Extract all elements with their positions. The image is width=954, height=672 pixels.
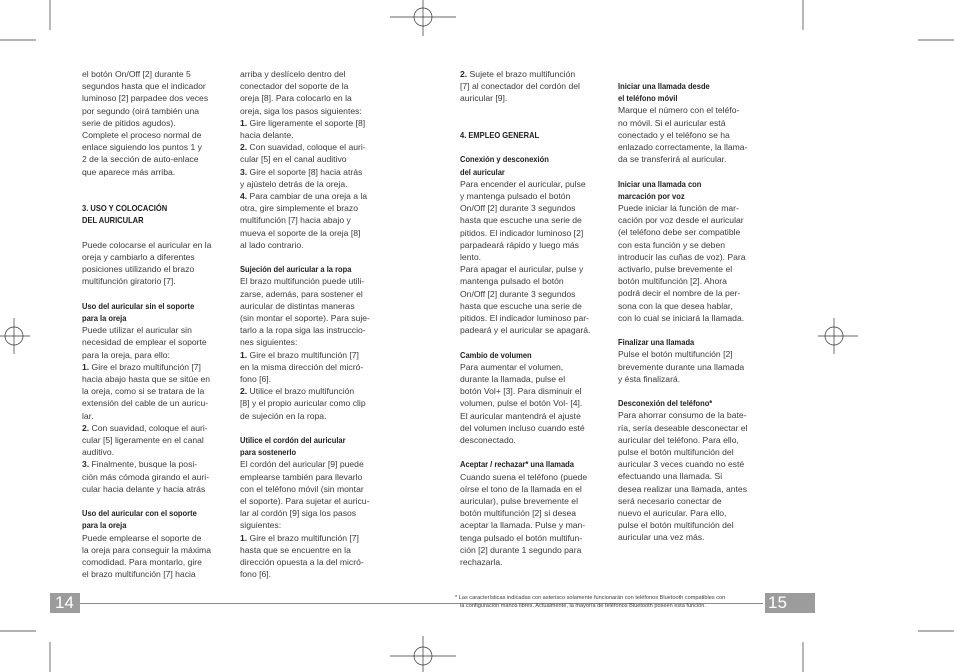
step-line: 1. Gire el brazo multifunción [7]: [240, 349, 359, 360]
sub-voice-title-line2: marcación por voz: [618, 190, 685, 201]
text-line: On/Off [2] durante 3 segundos: [460, 203, 576, 214]
step-number: 3.: [240, 166, 248, 177]
text-line: necesidad de emplear el soporte: [82, 337, 207, 348]
text-line: Para ahorrar consumo de la bate-: [618, 410, 747, 421]
text-line: botón multifunción [2] si desea: [460, 508, 577, 519]
sub-no-support-steps: [82, 361, 232, 495]
step-line: 2. Con suavidad, coloque el auri-: [82, 422, 208, 433]
text-line: oreja, siga los pasos siguientes:: [240, 105, 362, 116]
section-3-title: 3. USO Y COLOCACIÓN: [82, 203, 168, 214]
column-4: [618, 80, 768, 544]
sub-mobile-title: Iniciar una llamada desde: [618, 81, 710, 91]
sub-clip-steps: [240, 349, 390, 422]
step-line: 3. Finalmente, busque la posi-: [82, 459, 198, 470]
text-line: para la oreja, para ello:: [82, 349, 170, 360]
column-3: [460, 68, 610, 568]
text-line: durante la llamada, pulse el: [460, 374, 566, 385]
section-3-title-line2: DEL AURICULAR: [82, 215, 144, 226]
step-number: 1.: [240, 349, 248, 360]
text-line: el brazo multifunción [7] hacia: [82, 569, 196, 580]
text-line: desea realizar una llamada, antes: [618, 483, 747, 494]
step-line: al lado contrario.: [240, 239, 304, 250]
step-line: en la misma dirección del micró-: [240, 361, 364, 372]
sub-voice-title: Iniciar una llamada con: [618, 178, 702, 189]
step-line: otra, gire simplemente el brazo: [240, 203, 358, 214]
sub-clip-title: Sujeción del auricular a la ropa: [240, 264, 352, 275]
text-line: y ésta finalizará.: [618, 373, 681, 384]
step-line: lar.: [82, 410, 94, 421]
text-line: desconectado.: [460, 435, 516, 446]
footnote-line-2: la configuración manos libres. Actualmente, la mayoría de teléfonos Bluetooth poseen esta función.: [460, 603, 706, 609]
col2-steps: [240, 117, 390, 251]
step-number: 2.: [240, 142, 248, 153]
text-line: Pulse el botón multifunción [2]: [618, 349, 733, 360]
sub-mobile-title-line2: el teléfono móvil: [618, 93, 678, 104]
footnote-line-1: * Las características indicadas con asterisco solamente funcionarán con teléfonos Bluetooth compatibles con: [455, 595, 726, 601]
text-line: conectador del soporte de la: [240, 81, 349, 92]
step-line: dirección opuesta a la del micró-: [240, 557, 364, 568]
text-line: Para aumentar el volumen,: [460, 361, 564, 372]
sub-accept-body: [460, 471, 610, 569]
text-line: Puede colocarse el auricular en la: [82, 239, 212, 250]
step-number: 1.: [82, 361, 90, 372]
sub-voice-body: [618, 202, 768, 324]
sub-accept-title: Aceptar / rechazar* una llamada: [460, 459, 574, 470]
sub-volume-body: [460, 361, 610, 446]
text-line: arriba y deslícelo dentro del: [240, 69, 346, 79]
text-line: efectuando una llamada. Si: [618, 471, 723, 482]
step-line: [8] y el propio auricular como clip: [240, 398, 366, 409]
step-line: fono [6].: [240, 569, 272, 580]
step-line: auditivo.: [82, 447, 115, 458]
step-line: 3. Gire el soporte [8] hacia atrás: [240, 166, 363, 177]
sub-clip-body: [240, 275, 390, 348]
text-line: el soporte). Para sujetar el auricu-: [240, 496, 370, 507]
sub-cord-title-line2: para sostenerlo: [240, 447, 297, 458]
text-line: Puede emplearse el soporte de: [82, 532, 202, 543]
text-line: botón multifunción [2]. Ahora: [618, 276, 727, 287]
text-line: ría, sería deseable desconectar el: [618, 422, 748, 433]
text-line: con lo cual se iniciará la llamada.: [618, 312, 745, 323]
text-line: padeará y el auricular se apagará.: [460, 325, 591, 336]
step-line: 1. Gire ligeramente el soporte [8]: [240, 117, 366, 128]
text-line: nes siguientes:: [240, 337, 298, 348]
step-line: 1. Gire el brazo multifunción [7]: [240, 532, 359, 543]
text-line: cación por voz desde el auricular: [618, 215, 744, 226]
text-line: Puede utilizar el auricular sin: [82, 325, 192, 336]
text-line: auricular 3 veces cuando no esté: [618, 459, 745, 470]
sub-no-support-title: Uso del auricular sin el soporte: [82, 300, 195, 311]
text-line: (el teléfono debe ser compatible: [618, 227, 741, 238]
text-line: Puede iniciar la función de mar-: [618, 203, 739, 214]
text-line: da se transferirá al auricular.: [618, 154, 727, 165]
text-line: El brazo multifunción puede utili-: [240, 276, 365, 287]
text-line: enlazado correctamente, la llama-: [618, 142, 748, 153]
text-line: con el teléfono móvil (sin montar: [240, 483, 364, 494]
text-line: parpadeará rápido y luego más: [460, 239, 579, 250]
step-number: 4.: [240, 191, 248, 202]
step-line: cular hacia delante y hacia atrás: [82, 483, 206, 494]
text-line: conectado y el teléfono se ha: [618, 129, 730, 140]
text-line: oreja [8]. Para colocarlo en la: [240, 93, 352, 104]
step-line: 2. Con suavidad, coloque el auri-: [240, 142, 366, 153]
text-line: El auricular mantendrá el ajuste: [460, 410, 581, 421]
text-line: hasta que escuche una serie de: [460, 300, 582, 311]
text-line: por segundo (oirá también una: [82, 105, 200, 116]
text-line: mantenga pulsado el botón: [460, 276, 564, 287]
step-line: hasta que se encuentre en la: [240, 544, 351, 555]
column-1: [82, 68, 232, 580]
step-line: y ajústelo detrás de la oreja.: [240, 178, 348, 189]
sub-volume-title: Cambio de volumen: [460, 349, 532, 360]
text-line: y mantenga pulsado el botón: [460, 190, 571, 201]
sub-end-title: Finalizar una llamada: [618, 337, 695, 348]
text-line: no móvil. Si el auricular está: [618, 117, 726, 128]
text-line: emplearse también para llevarlo: [240, 471, 363, 482]
step-line: 2. Utilice el brazo multifunción: [240, 386, 355, 397]
section-4-title: 4. EMPLEO GENERAL: [460, 129, 540, 140]
step-line: auricular [9].: [460, 93, 508, 104]
page-number-right: 15: [768, 593, 787, 612]
text-line: (sin montar el soporte). Para suje-: [240, 313, 370, 324]
text-line: 2 de la sección de auto-enlace: [82, 154, 199, 165]
text-line: lento.: [460, 252, 482, 262]
step-line: 2. Sujete el brazo multifunción: [460, 69, 576, 79]
text-line: siguientes:: [240, 520, 282, 531]
step-line: fono [6].: [240, 374, 272, 385]
sub-with-support-title: Uso del auricular con el soporte: [82, 508, 197, 519]
text-line: auricular de distintas maneras: [240, 300, 355, 311]
step-line: 1. Gire el brazo multifunción [7]: [82, 361, 201, 372]
text-line: el botón On/Off [2] durante 5: [82, 69, 191, 79]
step-number: 2.: [82, 422, 90, 433]
text-line: será necesario conectar de: [618, 495, 722, 506]
sub-onoff-title-line2: del auricular: [460, 166, 505, 177]
step-line: cular [5] ligeramente en el canal: [82, 435, 204, 446]
text-line: comodidad. Para montarlo, gire: [82, 557, 202, 568]
text-line: volumen, pulse el botón Vol- [4].: [460, 398, 583, 409]
text-line: auricular del teléfono. Para ello,: [618, 434, 739, 445]
text-line: auricular una vez más.: [618, 532, 705, 543]
page-number-left: 14: [55, 593, 74, 612]
sub-disconnect-body: [618, 409, 768, 543]
footnote: [455, 594, 755, 610]
text-line: del volumen incluso cuando esté: [460, 422, 585, 433]
sub-end-body: [618, 348, 768, 385]
text-line: pulse el botón multifunción del: [618, 447, 734, 458]
text-line: Para encender el auricular, pulse: [460, 178, 586, 189]
text-line: On/Off [2] durante 3 segundos: [460, 288, 576, 299]
step-line: multifunción [7] hacia abajo y: [240, 215, 351, 226]
text-line: sona con la que desea hablar,: [618, 300, 733, 311]
text-line: brevemente durante una llamada: [618, 361, 745, 372]
text-line: Cuando suena el teléfono (puede: [460, 471, 588, 482]
text-line: luminoso [2] parpadee dos veces: [82, 93, 209, 104]
sub-with-support-title-line2: para la oreja: [82, 520, 127, 531]
text-line: tarlo a la ropa siga las instruccio-: [240, 325, 366, 336]
sub-with-support-body: [82, 532, 232, 581]
step-number: 2.: [460, 69, 468, 79]
text-line: Para apagar el auricular, pulse y: [460, 264, 584, 275]
text-line: multifunción giratorio [7].: [82, 276, 176, 287]
sub-onoff-title: Conexión y desconexión: [460, 154, 549, 165]
step-line: ción más cómoda girando el auri-: [82, 471, 210, 482]
step-number: 1.: [240, 117, 248, 128]
text-line: nuevo el auricular. Para ello,: [618, 508, 727, 519]
col3-intro-step: [460, 68, 610, 105]
text-line: tenga pulsado el botón multifun-: [460, 532, 583, 543]
col1-intro: [82, 68, 232, 178]
sub-cord-steps: [240, 532, 390, 581]
text-line: con esta función y se deben: [618, 239, 726, 250]
text-line: auricular), pulse brevemente el: [460, 496, 578, 507]
step-line: de sujeción en la ropa.: [240, 410, 327, 421]
text-line: aceptar la llamada. Pulse y man-: [460, 520, 586, 531]
text-line: hasta que escuche una serie de: [460, 215, 582, 226]
text-line: serie de pitidos agudos).: [82, 117, 176, 128]
text-line: oreja y cambiarlo a diferentes: [82, 252, 195, 262]
step-line: [7] al conectador del cordón del: [460, 81, 580, 92]
sub-cord-body: [240, 458, 390, 531]
sub-mobile-body: [618, 104, 768, 165]
step-number: 3.: [82, 459, 90, 470]
text-line: oírse el tono de la llamada en el: [460, 483, 582, 494]
text-line: zarse, además, para sostener el: [240, 288, 363, 299]
column-2: [240, 68, 390, 581]
text-line: que aparece más arriba.: [82, 166, 176, 177]
step-line: hacia abajo hasta que se sitúe en: [82, 374, 211, 385]
text-line: podrá decir el nombre de la per-: [618, 288, 741, 299]
step-number: 1.: [240, 532, 248, 543]
step-line: mueva el soporte de la oreja [8]: [240, 227, 361, 238]
step-line: 4. Para cambiar de una oreja a la: [240, 191, 368, 202]
text-line: Marque el número con el teléfo-: [618, 105, 740, 116]
text-line: botón Vol+ [3]. Para disminuir el: [460, 386, 582, 397]
step-line: la oreja, como si se tratara de la: [82, 386, 205, 397]
text-line: Complete el proceso normal de: [82, 130, 202, 141]
step-line: hacia delante.: [240, 130, 294, 141]
text-line: pulse el botón multifunción del: [618, 520, 734, 531]
text-line: segundos hasta que el indicador: [82, 81, 206, 92]
text-line: lar al cordón [9] siga los pasos: [240, 508, 357, 519]
section-3-body: [82, 239, 232, 288]
text-line: pitidos. El indicador luminoso par-: [460, 313, 589, 324]
step-line: cular [5] en el canal auditivo: [240, 154, 347, 165]
sub-no-support-title-line2: para la oreja: [82, 313, 127, 323]
text-line: posiciones utilizando el brazo: [82, 264, 195, 275]
text-line: introducir las cuñas de voz). Para: [618, 251, 746, 262]
text-line: enlace siguiendo los puntos 1 y: [82, 142, 202, 153]
text-line: activarlo, pulse brevemente el: [618, 264, 733, 275]
text-line: ción [2] durante 1 segundo para: [460, 544, 582, 555]
sub-onoff-body: [460, 178, 610, 337]
text-line: rechazarla.: [460, 557, 503, 568]
text-line: El cordón del auricular [9] puede: [240, 459, 364, 470]
sub-disconnect-title: Desconexión del teléfono*: [618, 398, 713, 409]
sub-no-support-body: [82, 324, 232, 361]
text-line: la oreja para conseguir la máxima: [82, 544, 211, 555]
step-number: 2.: [240, 386, 248, 397]
col2-intro: [240, 68, 390, 117]
step-line: extensión del cable de un auricu-: [82, 398, 209, 409]
text-line: pitidos. El indicador luminoso [2]: [460, 227, 584, 238]
sub-cord-title: Utilice el cordón del auricular: [240, 435, 346, 446]
